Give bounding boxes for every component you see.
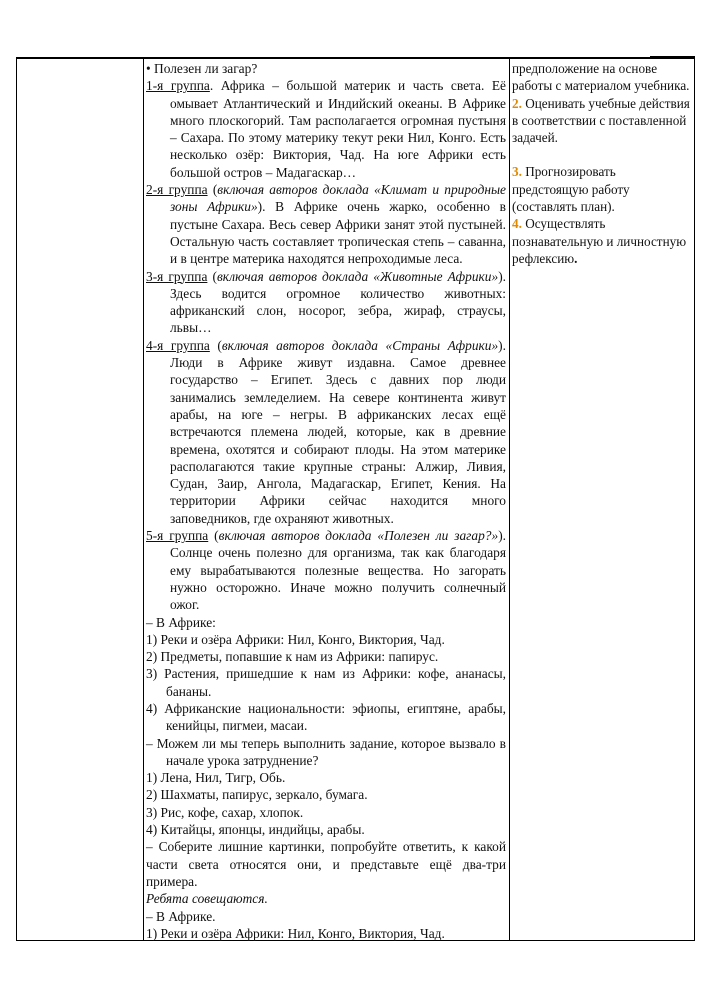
group-3-paragraph: 3-я группа (включая авторов доклада «Животные Африки»). Здесь водится огромное количество животных: африканский слон, носорог, зебра, жираф, страусы, львы… (146, 268, 506, 336)
group-2-text: ). В Африке очень жарко, особенно в пустыне Сахара. Весь север Африки занят этой пустыней. Остальную часть составляет тропическая степь – саванна, и в центре материка находятся непроходимые леса. (170, 199, 506, 267)
group-2-label: 2-я группа (146, 182, 208, 198)
outcome-number: 4. (512, 216, 522, 232)
answer-item: 3) Растения, пришедшие к нам из Африки: кофе, ананасы, бананы. (146, 666, 506, 699)
group-4-paragraph: 4-я группа (включая авторов доклада «Страны Африки»). Люди в Африке живут издавна. Самое древнее государство – Египет. Здесь с давних пор люди занимались земледелием. На севере континента живут арабы, на юге – негры. В африканских лесах ещё встречаются племена людей, которые, как в древние времена, охотятся и собирают плоды. На этом материке располагаются такие крупные страны: Алжир, Ливия, Судан, Заир, Ангола, Мадагаскар, Египет, Кения. На территории Африки сейчас находится много заповедников, где охраняют животных. (146, 337, 506, 526)
group-5-label: 5-я группа (146, 528, 209, 544)
group-2-paragraph: 2-я группа (включая авторов доклада «Климат и природные зоны Африки»). В Африке очень жарко, особенно в пустыне Сахара. Весь север Африки занят этой пустыней. Остальную часть составляет тропическая степь – саванна, и в центре материка находятся непроходимые леса. (146, 182, 506, 267)
outcome-item-4: 4. Осуществлять познавательную и личностную рефлексию. (512, 216, 687, 266)
group-3-note: включая авторов доклада «Животные Африки» (216, 268, 499, 284)
answer-item: 1) Реки и озёра Африки: Нил, Конго, Виктория, Чад. (146, 631, 445, 647)
learning-outcomes-column (512, 60, 692, 267)
teacher-instruction: – Соберите лишние картинки, попробуйте ответить, к какой части света относятся они, и представьте ещё два-три примера. (146, 839, 506, 889)
table-left-border (16, 57, 17, 941)
outcome-item-2: 2. Оценивать учебные действия в соответствии с поставленной задачей. (512, 95, 690, 146)
outcome-number: 2. (512, 95, 522, 111)
group-1-label: 1-я группа (146, 78, 210, 94)
table-top-corner-mark (650, 56, 695, 59)
outcome-number: 3. (512, 164, 522, 180)
answer-last: 1) Реки и озёра Африки: Нил, Конго, Виктория, Чад. (146, 925, 445, 941)
task-item: 1) Лена, Нил, Тигр, Обь. (146, 770, 286, 786)
task-item: 4) Китайцы, японцы, индийцы, арабы. (146, 822, 365, 838)
answer-item: 2) Предметы, попавшие к нам из Африки: папирус. (146, 649, 439, 665)
group-4-note: включая авторов доклада «Страны Африки» (221, 337, 499, 353)
group-1-text: . Африка – большой материк и часть света. Её омывает Атлантический и Индийский океаны. В Африке много плоскогорий. Там располагается огромная пустыня – Сахара. По этому материку текут реки Нил, Конго. Есть несколько озёр: Виктория, Чад. На юге Африки есть большой остров – Мадагаскар… (170, 78, 506, 180)
outcome-item-3: 3. Прогнозировать предстоящую работу (составлять план). (512, 164, 630, 215)
task-item: 2) Шахматы, папирус, зеркало, бумага. (146, 787, 368, 803)
column-divider-2 (509, 57, 510, 941)
task-item: 3) Рис, кофе, сахар, хлопок. (146, 804, 304, 820)
group-4-text: ). Люди в Африке живут издавна. Самое древнее государство – Египет. Здесь с давних пор люди занимались земледелием. На севере континента живут арабы, на юге – негры. В африканских лесах ещё встречаются племена людей, которые, как в древние времена, охотятся и собирают плоды. На этом материке располагаются такие крупные страны: Алжир, Ливия, Судан, Заир, Ангола, Мадагаскар, Египет, Кения. На территории Африки сейчас находится много заповедников, где охраняют животных. (170, 337, 506, 526)
kids-consult-note: Ребята совещаются. (146, 891, 268, 907)
spacer (512, 146, 692, 163)
group-3-label: 3-я группа (146, 268, 208, 284)
bullet-question: • Полезен ли загар? (146, 61, 258, 76)
group-4-label: 4-я группа (146, 337, 210, 353)
group-2-note: включая авторов доклада «Климат и природные зоны Африки» (170, 182, 506, 215)
column-divider-1 (143, 57, 144, 941)
group-1-paragraph (146, 77, 506, 181)
outcome-intro: предположение на основе работы с материалом учебника. (512, 61, 690, 94)
group-3-text: ). Здесь водится огромное количество животных: африканский слон, носорог, зебра, жираф, страусы, львы… (170, 268, 506, 336)
group-5-text: ). Солнце очень полезно для организма, так как благодаря ему вырабатываются полезные вещества. Но загорать нужно осторожно. Иначе можно получить солнечный ожог. (170, 528, 506, 613)
lesson-content-column (146, 60, 506, 942)
answer-item: 4) Африканские национальности: эфиопы, египтяне, арабы, кенийцы, пигмеи, масаи. (146, 700, 506, 734)
teacher-question: – Можем ли мы теперь выполнить задание, которое вызвало в начале урока затруднение? (146, 735, 506, 768)
table-right-border (694, 57, 695, 941)
group-5-note: включая авторов доклада «Полезен ли загар?» (218, 528, 499, 544)
answer-intro-2: – В Африке. (146, 908, 216, 924)
group-5-paragraph: 5-я группа (включая авторов доклада «Полезен ли загар?»). Солнце очень полезно для организма, так как благодаря ему вырабатываются полезные вещества. Но загорать нужно осторожно. Иначе можно получить солнечный ожог. (146, 528, 506, 613)
table-top-border (16, 57, 695, 59)
answer-intro: – В Африке: (146, 614, 216, 630)
